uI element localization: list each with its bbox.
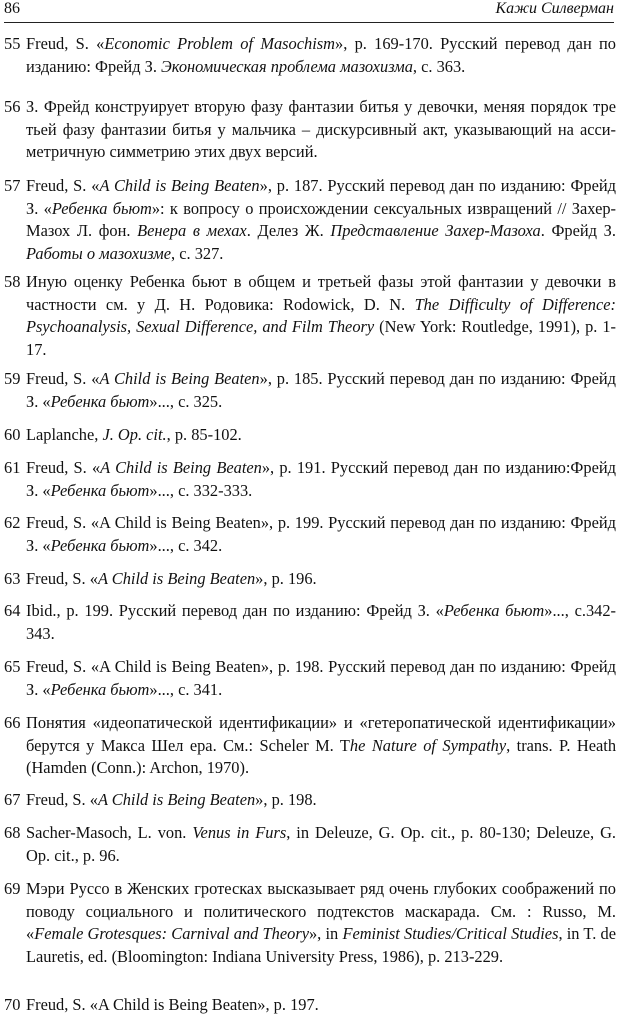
text-run: Понятия «идеопатической идентификации» и «гетеропатической идентификации» берутся у Макса Шел ера. См.: Scheler M. T bbox=[26, 713, 616, 755]
text-run: Freud, S. « bbox=[26, 34, 105, 53]
footnote-64 bbox=[4, 600, 616, 645]
footnote-number: 55 bbox=[4, 34, 21, 53]
footnote-text bbox=[26, 994, 616, 1017]
text-run: »..., с. 342. bbox=[149, 535, 223, 555]
text-run: Freud, S. «A Child is Being Beaten», p. 197. bbox=[26, 995, 319, 1014]
text-run: , с. 327. bbox=[171, 243, 224, 263]
text-run: », p. 191. Русский перевод дан по изданию:Фрейд З. « bbox=[26, 458, 616, 500]
text-run: »..., с. 341. bbox=[149, 679, 223, 699]
text-run: »..., с.342-343. bbox=[26, 601, 616, 643]
text-run: Freud, S. «A Child is Being Beaten», p. 199. Русский перевод дан по изданию: Фрейд З. « bbox=[26, 513, 616, 555]
footnote-text bbox=[26, 656, 616, 701]
footnote-number: 60 bbox=[4, 425, 21, 444]
footnote-text bbox=[26, 600, 616, 645]
text-run: Laplanche, bbox=[26, 425, 103, 444]
italic-run: A Child is Being Beaten bbox=[99, 369, 260, 388]
footnote-number: 58 bbox=[4, 272, 21, 291]
text-run: Freud, S. « bbox=[26, 458, 101, 477]
footnote-59 bbox=[4, 368, 616, 413]
text-run: », p. 185. Русский перевод дан по изданию: Фрейд З. « bbox=[26, 369, 616, 411]
text-run: . Делез Ж. bbox=[246, 221, 331, 240]
footnote-number: 69 bbox=[4, 879, 21, 898]
text-run: , p. 85-102. bbox=[166, 425, 242, 444]
footnote-63 bbox=[4, 568, 616, 591]
text-run: , trans. P. Heath (Hamden (Conn.): Archon, 1970). bbox=[26, 735, 617, 777]
text-run: , с. 363. bbox=[412, 56, 466, 76]
italic-run: Female Grotesques: Carnival and Theory bbox=[34, 924, 309, 943]
footnote-text bbox=[26, 424, 616, 447]
footnote-text bbox=[26, 368, 616, 413]
footnote-61 bbox=[4, 457, 616, 502]
text-run: , in T. de Lauretis, ed. (Bloomington: Indiana University Press, 1986), p. 213-229. bbox=[26, 924, 616, 966]
footnote-text bbox=[26, 33, 616, 78]
running-head: Кажи Силверман bbox=[495, 0, 614, 17]
italic-run: A Child is Being Beaten bbox=[100, 458, 262, 477]
footnote-58 bbox=[4, 271, 616, 361]
text-run: З. Фрейд конструирует вторую фазу фантазии битья у девочки, меняя порядок тре тьей фазу фантазии битья у мальчика – дискурсивный акт, указывающий на асси-метричную симметрию этих двух версий. bbox=[26, 97, 616, 161]
footnote-70 bbox=[4, 994, 616, 1017]
italic-run: The Difficulty of Difference: Psychoanalysis, Sexual Difference, and Film Theory bbox=[26, 294, 616, 336]
text-run: »..., с. 332-333. bbox=[149, 480, 253, 500]
text-run: Ibid., p. 199. Русский перевод дан по изданию: Фрейд З. « bbox=[26, 601, 444, 620]
footnote-number: 68 bbox=[4, 823, 21, 842]
italic-run: Ребенка бьют bbox=[50, 391, 150, 411]
italic-run: Feminist Studies/Critical Studies bbox=[342, 924, 559, 943]
footnote-57 bbox=[4, 175, 616, 265]
footnote-number: 63 bbox=[4, 569, 21, 588]
footnote-62 bbox=[4, 512, 616, 557]
text-run: »: к вопросу о происхождении сексуальных извращений // Захер-Мазох Л. фон. bbox=[26, 198, 617, 240]
text-run: Freud, S. « bbox=[26, 176, 100, 195]
text-run: (New York: Routledge, 1991), p. 1-17. bbox=[26, 317, 616, 359]
italic-run: Ребенка бьют bbox=[50, 679, 150, 699]
text-run: , in Deleuze, G. Op. cit., p. 80-130; Deleuze, G. Op. cit., p. 96. bbox=[26, 823, 617, 865]
footnote-text bbox=[26, 457, 616, 502]
italic-run: he Nature of Sympathy bbox=[349, 735, 507, 755]
footnote-text bbox=[26, 175, 616, 265]
footnote-68 bbox=[4, 822, 616, 867]
text-run: Sacher-Masoch, L. von. bbox=[26, 823, 193, 842]
footnote-text bbox=[26, 271, 616, 361]
footnote-69 bbox=[4, 878, 616, 968]
footnote-text bbox=[26, 878, 616, 968]
text-run: Freud, S. «A Child is Being Beaten», p. 198. Русский перевод дан по изданию: Фрейд З. « bbox=[26, 657, 616, 699]
footnote-text bbox=[26, 568, 616, 591]
italic-run: A Child is Being Beaten bbox=[97, 569, 256, 588]
text-run: Freud, S. « bbox=[26, 369, 100, 388]
text-run: »..., с. 325. bbox=[149, 391, 223, 411]
text-run: Иную оценку Ребенка бьют в общем и третьей фазы этой фантазии у девочки в частности см. у Д. Н. Родовика: Rodowick, D. N. bbox=[26, 272, 616, 314]
footnote-65 bbox=[4, 656, 616, 701]
text-run: Freud, S. « bbox=[26, 569, 98, 588]
footnote-60 bbox=[4, 424, 616, 447]
footnote-text bbox=[26, 712, 616, 780]
italic-run: Venus in Furs bbox=[192, 823, 287, 842]
footnote-number: 70 bbox=[4, 995, 21, 1014]
text-run: Freud, S. « bbox=[26, 790, 98, 809]
italic-run: Ребенка бьют bbox=[50, 480, 150, 500]
page-header bbox=[4, 0, 614, 23]
italic-run: Экономическая проблема мазохизма bbox=[161, 56, 413, 76]
italic-run: Венера в мехах bbox=[137, 221, 247, 240]
italic-run: Представление Захер-Мазоха bbox=[330, 221, 541, 240]
text-run: », p. 169-170. Русский перевод дан по изданию: Фрейд З. bbox=[26, 34, 616, 76]
footnote-number: 59 bbox=[4, 369, 21, 388]
text-run: », p. 198. bbox=[255, 790, 317, 809]
text-run: », p. 187. Русский перевод дан по изданию: Фрейд З. « bbox=[26, 176, 616, 218]
italic-run: Ребенка бьют bbox=[443, 601, 545, 620]
italic-run: Работы о мазохизме bbox=[26, 243, 172, 263]
text-run: . Фрейд З. bbox=[540, 221, 616, 240]
footnote-text bbox=[26, 789, 616, 812]
footnote-number: 65 bbox=[4, 657, 21, 676]
footnote-number: 66 bbox=[4, 713, 21, 732]
footnote-text bbox=[26, 822, 616, 867]
text-run: », p. 196. bbox=[255, 569, 317, 588]
footnote-number: 67 bbox=[4, 790, 21, 809]
footnote-number: 64 bbox=[4, 601, 21, 620]
footnote-55 bbox=[4, 33, 616, 78]
italic-run: A Child is Being Beaten bbox=[97, 790, 256, 809]
italic-run: Ребенка бьют bbox=[50, 535, 150, 555]
footnote-66 bbox=[4, 712, 616, 780]
footnote-text bbox=[26, 512, 616, 557]
italic-run: A Child is Being Beaten bbox=[99, 176, 260, 195]
footnote-number: 62 bbox=[4, 513, 21, 532]
text-run: », in bbox=[308, 924, 343, 943]
page-number: 86 bbox=[4, 0, 20, 17]
italic-run: J. Op. cit. bbox=[102, 425, 167, 444]
footnote-number: 56 bbox=[4, 97, 21, 116]
footnote-number: 61 bbox=[4, 458, 21, 477]
italic-run: Ребенка бьют bbox=[51, 198, 152, 218]
text-run: Мэри Руссо в Женских гротесках высказывает ряд очень глубоких соображений по поводу социального и политического подтекстов маскарада. См. : Russo, M. « bbox=[26, 879, 616, 943]
footnote-56 bbox=[4, 96, 616, 164]
footnote-67 bbox=[4, 789, 616, 812]
italic-run: Economic Problem of Masochism bbox=[104, 34, 335, 53]
footnote-text bbox=[26, 96, 616, 164]
footnote-number: 57 bbox=[4, 176, 21, 195]
